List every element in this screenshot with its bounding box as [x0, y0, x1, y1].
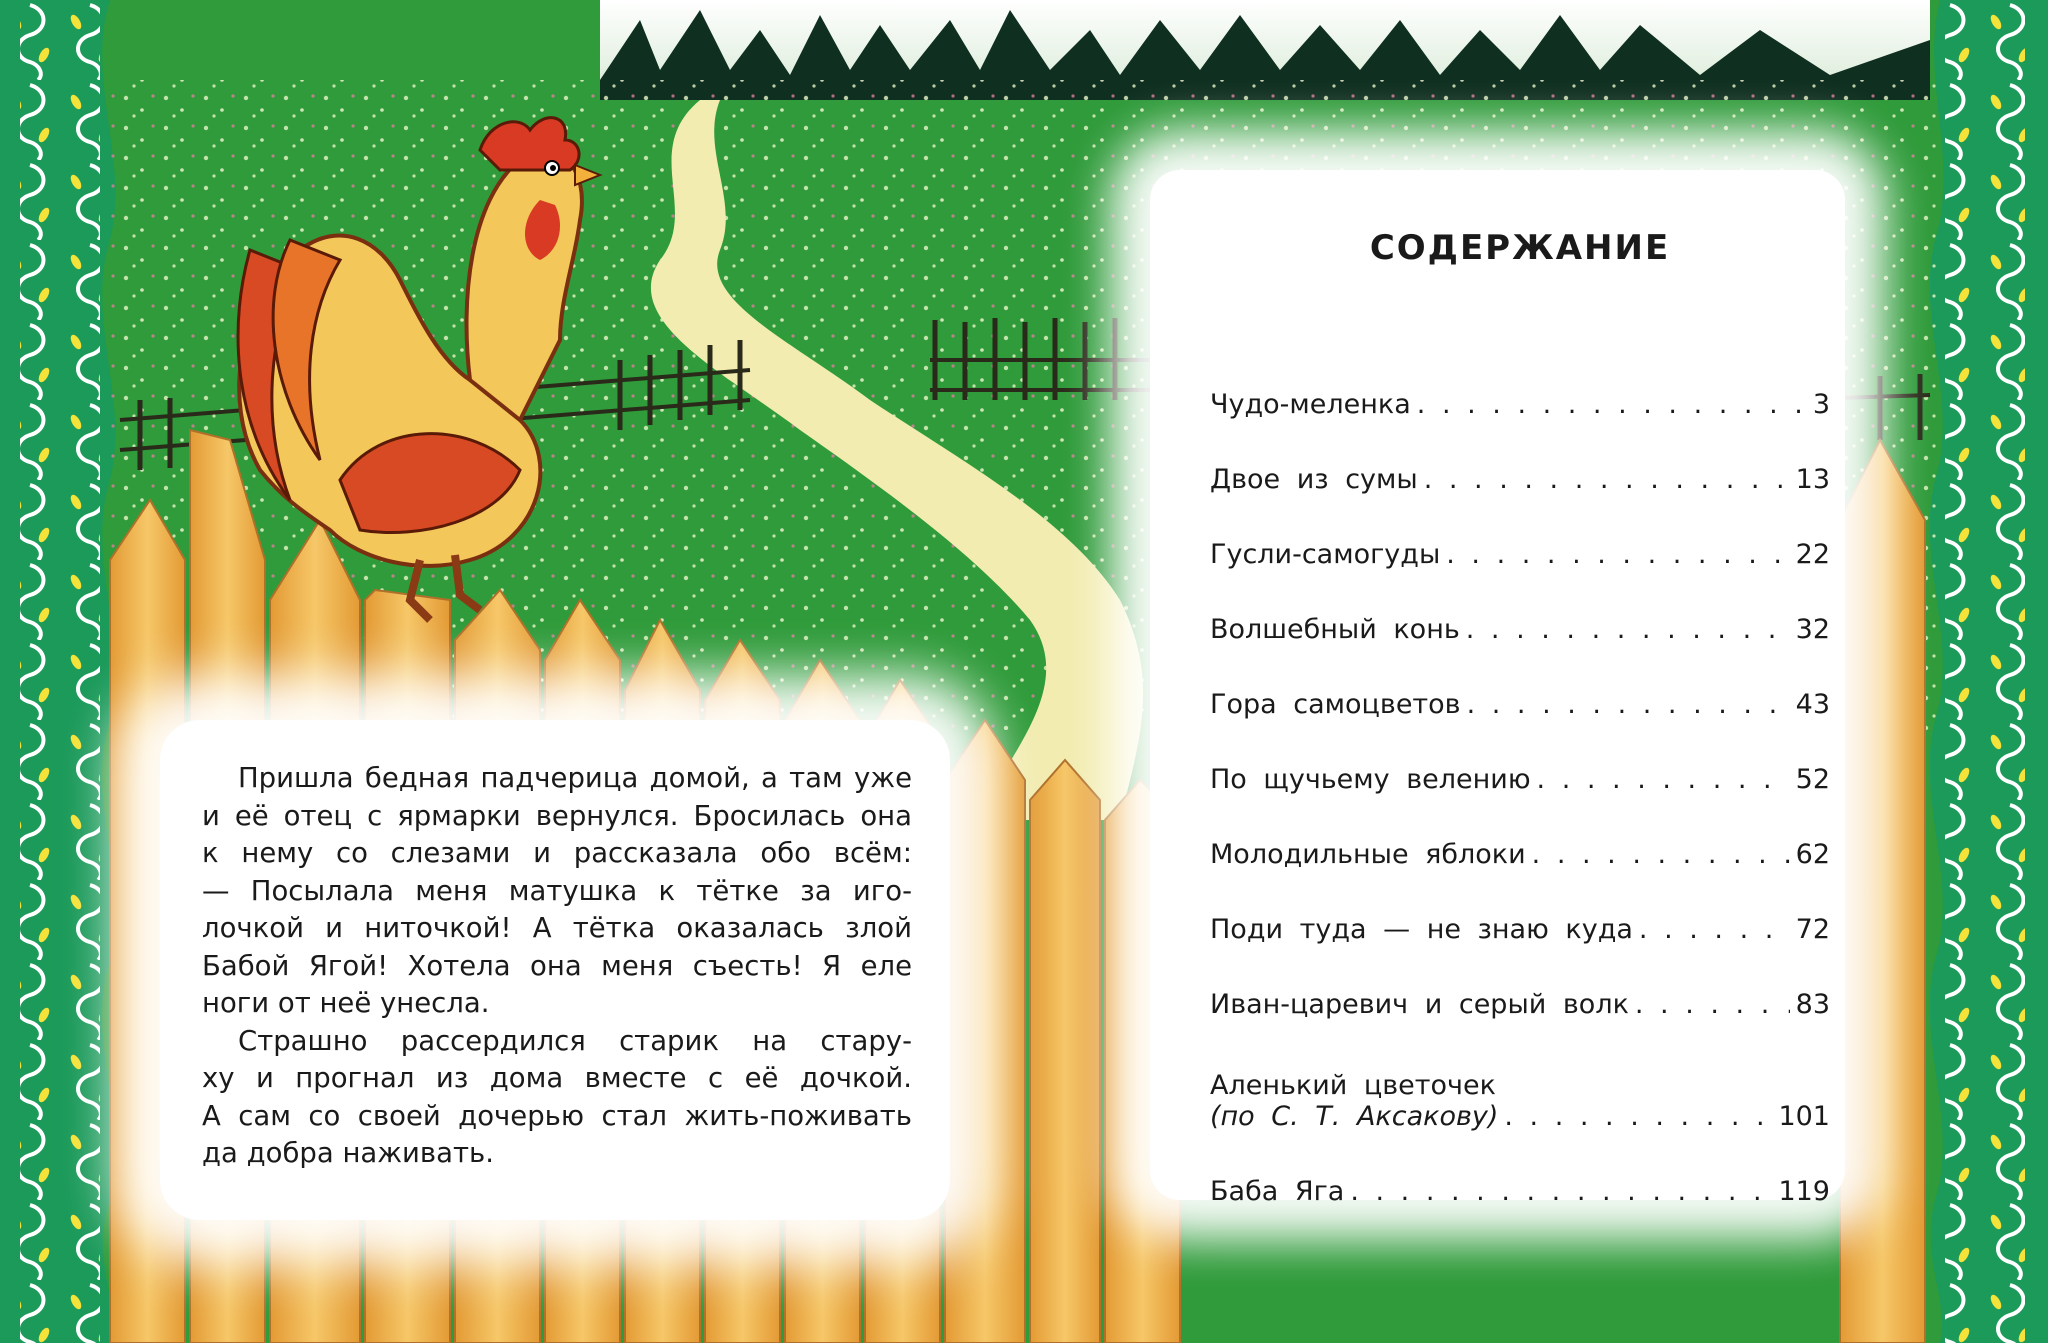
story-paragraph-2 [202, 1023, 912, 1173]
toc-item[interactable] [1210, 420, 1830, 495]
toc-item-title: Аленький цветочек [1210, 1070, 1496, 1101]
toc-item-title: Иван-царевич и серый волк [1210, 989, 1629, 1020]
toc-item-page: 101 [1778, 1101, 1830, 1132]
toc-leader-dots [1424, 464, 1790, 495]
table-of-contents [1210, 345, 1830, 1207]
toc-leader-dots [1467, 689, 1790, 720]
toc-item[interactable] [1210, 870, 1830, 945]
toc-leader-dots [1504, 1101, 1772, 1132]
toc-item[interactable] [1210, 945, 1830, 1020]
toc-item-page: 13 [1795, 464, 1830, 495]
toc-item-page: 32 [1795, 614, 1830, 645]
story-line: лочкой и ниточкой! А тётка оказалась злой [202, 912, 912, 944]
toc-leader-dots [1466, 614, 1790, 645]
toc-leader-dots [1639, 914, 1790, 945]
toc-item-title: По щучьему велению [1210, 764, 1531, 795]
toc-item[interactable] [1210, 495, 1830, 570]
toc-item[interactable] [1210, 1020, 1830, 1132]
toc-item-title: Гусли-самогуды [1210, 539, 1441, 570]
toc-item-title: Гора самоцветов [1210, 689, 1461, 720]
toc-item-title: Поди туда — не знаю куда [1210, 914, 1633, 945]
story-line: Пришла бедная падчерица домой, а там уже [238, 762, 912, 794]
toc-item[interactable] [1210, 570, 1830, 645]
toc-item[interactable] [1210, 795, 1830, 870]
toc-item-page: 3 [1812, 389, 1830, 420]
toc-item-page: 119 [1778, 1176, 1830, 1207]
toc-item-page: 22 [1795, 539, 1830, 570]
story-paragraph-1 [202, 760, 912, 1023]
story-line: Бабой Ягой! Хотела она меня съесть! Я еле [202, 949, 912, 982]
toc-item-page: 52 [1795, 764, 1830, 795]
story-line: А сам со своей дочерью стал жить-поживать [202, 1099, 912, 1132]
toc-title: СОДЕРЖАНИЕ [1369, 228, 1671, 268]
story-line: Страшно рассердился старик на стару- [238, 1024, 912, 1057]
toc-leader-dots [1350, 1176, 1772, 1207]
toc-item-title: Чудо-меленка [1210, 389, 1411, 420]
toc-leader-dots [1537, 764, 1790, 795]
toc-item-title: Баба Яга [1210, 1176, 1345, 1207]
story-line: да добра наживать. [202, 1137, 494, 1169]
toc-item-page: 83 [1795, 989, 1830, 1020]
toc-item-title: Двое из сумы [1210, 464, 1418, 495]
story-line: — Посылала меня матушка к тётке за иго- [202, 874, 912, 907]
toc-leader-dots [1446, 539, 1789, 570]
toc-leader-dots [1532, 839, 1790, 870]
story-line: ноги от неё унесла. [202, 987, 490, 1019]
toc-item-title: Волшебный конь [1210, 614, 1460, 645]
story-line: к нему со слезами и рассказала обо всём: [202, 837, 912, 869]
toc-item-page: 43 [1795, 689, 1830, 720]
toc-item-subtitle-row [1210, 1101, 1830, 1132]
toc-item-page: 72 [1795, 914, 1830, 945]
story-text [202, 760, 912, 1173]
toc-item-subtitle: (по С. Т. Аксакову) [1210, 1101, 1499, 1132]
toc-leader-dots [1635, 989, 1790, 1020]
toc-item[interactable] [1210, 1132, 1830, 1207]
story-line: ху и прогнал из дома вместе с её дочкой. [202, 1062, 912, 1094]
toc-item-title: Молодильные яблоки [1210, 839, 1526, 870]
toc-item[interactable] [1210, 645, 1830, 720]
toc-leader-dots [1417, 389, 1807, 420]
toc-item-page: 62 [1795, 839, 1830, 870]
toc-item[interactable] [1210, 720, 1830, 795]
story-line: и её отец с ярмарки вернулся. Бросилась она [202, 799, 912, 832]
toc-item[interactable] [1210, 345, 1830, 420]
